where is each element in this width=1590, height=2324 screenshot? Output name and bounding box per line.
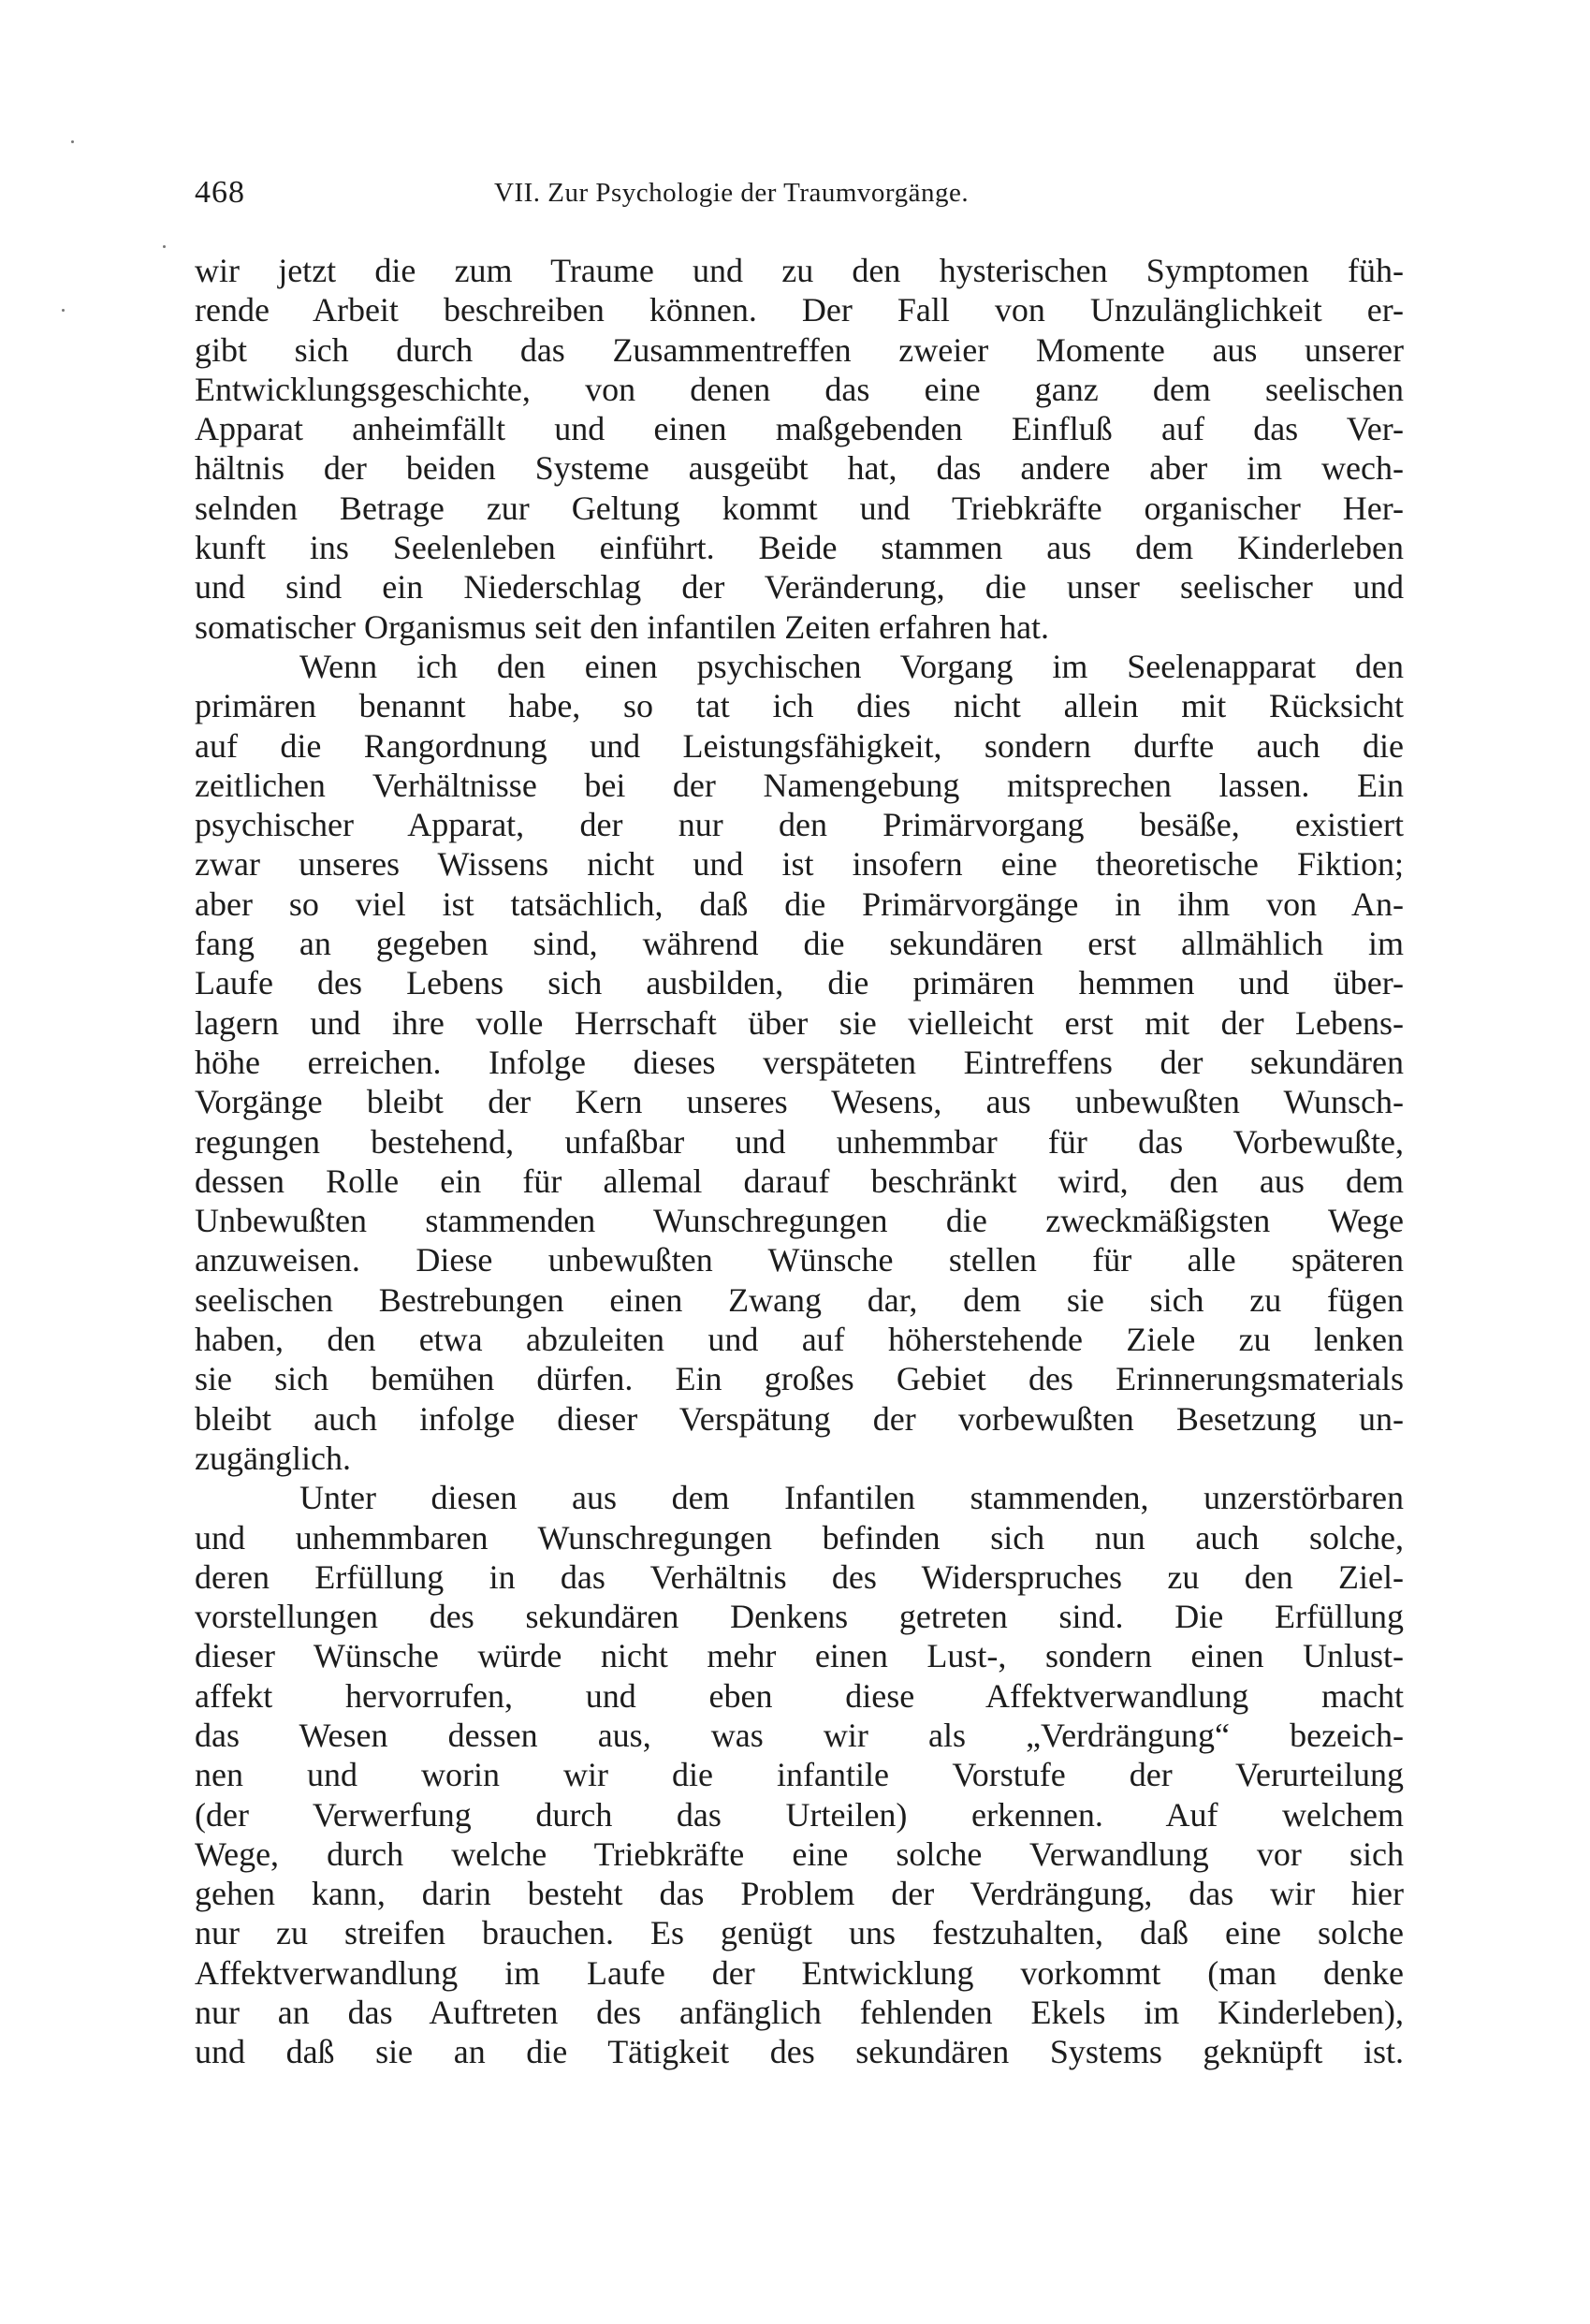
text-line: gibt sich durch das Zusammentreffen zweier Momente aus unserer (195, 330, 1404, 369)
text-line: Affektverwandlung im Laufe der Entwicklung vorkommt (man denke (195, 1953, 1404, 1992)
text-line: fang an gegeben sind, während die sekundären erst allmählich im (195, 925, 1404, 963)
text-line: sie sich bemühen dürfen. Ein großes Gebiet des Erinnerungsmaterials (195, 1360, 1404, 1398)
text-line: dieser Wünsche würde nicht mehr einen Lust-, sondern einen Unlust- (195, 1637, 1404, 1675)
text-line: und sind ein Niederschlag der Veränderung, die unser seelischer und (195, 568, 1404, 607)
text-line: und daß sie an die Tätigkeit des sekundären Systems geknüpft ist. (195, 2033, 1404, 2071)
text-line: dessen Rolle ein für allemal darauf beschränkt wird, den aus dem (195, 1162, 1404, 1200)
text-line: anzuweisen. Diese unbewußten Wünsche stellen für alle späteren (195, 1241, 1404, 1279)
body-text (195, 251, 1404, 2072)
text-line: (der Verwerfung durch das Urteilen) erkennen. Auf welchem (195, 1795, 1404, 1834)
text-line: lagern und ihre volle Herrschaft über sie vielleicht erst mit der Lebens- (195, 1003, 1404, 1042)
text-line: zeitlichen Verhältnisse bei der Namengebung mitsprechen lassen. Ein (195, 766, 1404, 804)
scan-speck (163, 245, 166, 248)
text-line: Wenn ich den einen psychischen Vorgang im Seelenapparat den (299, 647, 1404, 685)
text-line: gehen kann, darin besteht das Problem der Verdrängung, das wir hier (195, 1875, 1404, 1913)
scan-speck (62, 309, 65, 312)
text-line: das Wesen dessen aus, was wir als „Verdrängung“ bezeich- (195, 1716, 1404, 1754)
text-line: auf die Rangordnung und Leistungsfähigkeit, sondern durfte auch die (195, 726, 1404, 765)
text-line: deren Erfüllung in das Verhältnis des Widerspruches zu den Ziel- (195, 1557, 1404, 1596)
text-line: Unter diesen aus dem Infantilen stammenden, unzerstörbaren (299, 1479, 1404, 1517)
text-line: seelischen Bestrebungen einen Zwang dar, dem sie sich zu fügen (195, 1280, 1404, 1319)
page-number: 468 (195, 175, 245, 210)
text-line: Laufe des Lebens sich ausbilden, die primären hemmen und über- (195, 964, 1404, 1002)
text-line: aber so viel ist tatsächlich, daß die Primärvorgänge in ihm von An- (195, 884, 1404, 923)
text-line: rende Arbeit beschreiben können. Der Fall von Unzulänglichkeit er- (195, 291, 1404, 329)
text-line: nur an das Auftreten des anfänglich fehlenden Ekels im Kinderleben), (195, 1994, 1404, 2032)
text-line: Apparat anheimfällt und einen maßgebenden Einfluß auf das Ver- (195, 410, 1404, 448)
running-title: VII. Zur Psychologie der Traumvorgänge. (494, 178, 970, 208)
text-line: zwar unseres Wissens nicht und ist insofern eine theoretische Fiktion; (195, 845, 1404, 884)
text-line: Vorgänge bleibt der Kern unseres Wesens, aus unbewußten Wunsch- (195, 1083, 1404, 1121)
text-line: primären benannt habe, so tat ich dies nicht allein mit Rücksicht (195, 687, 1404, 725)
text-line: Wege, durch welche Triebkräfte eine solche Verwandlung vor sich (195, 1834, 1404, 1873)
text-line: wir jetzt die zum Traume und zu den hysterischen Symptomen füh- (195, 252, 1404, 289)
text-line: somatischer Organismus seit den infantilen Zeiten erfahren hat. (195, 607, 1050, 646)
text-line: haben, den etwa abzuleiten und auf höherstehende Ziele zu lenken (195, 1321, 1404, 1359)
text-line: nur zu streifen brauchen. Es genügt uns festzuhalten, daß eine solche (195, 1914, 1404, 1952)
text-line: zugänglich. (195, 1439, 351, 1477)
text-line: regungen bestehend, unfaßbar und unhemmbar für das Vorbewußte, (195, 1122, 1404, 1161)
text-line: selnden Betrage zur Geltung kommt und Triebkräfte organischer Her- (195, 489, 1404, 527)
text-line: nen und worin wir die infantile Vorstufe der Verurteilung (195, 1756, 1404, 1794)
text-line: psychischer Apparat, der nur den Primärvorgang besäße, existiert (195, 806, 1404, 844)
text-line: Unbewußten stammenden Wunschregungen die zweckmäßigsten Wege (195, 1202, 1404, 1240)
text-line: Entwicklungsgeschichte, von denen das eine ganz dem seelischen (195, 370, 1404, 408)
text-line: kunft ins Seelenleben einführt. Beide stammen aus dem Kinderleben (195, 529, 1404, 567)
page-header (195, 172, 1393, 213)
text-line: hältnis der beiden Systeme ausgeübt hat, das andere aber im wech- (195, 449, 1404, 488)
scan-speck (71, 140, 74, 143)
text-line: höhe erreichen. Infolge dieses verspäteten Eintreffens der sekundären (195, 1043, 1404, 1081)
text-line: vorstellungen des sekundären Denkens getreten sind. Die Erfüllung (195, 1598, 1404, 1636)
text-line: und unhemmbaren Wunschregungen befinden sich nun auch solche, (195, 1518, 1404, 1557)
text-line: bleibt auch infolge dieser Verspätung der vorbewußten Besetzung un- (195, 1399, 1404, 1438)
text-line: affekt hervorrufen, und eben diese Affektverwandlung macht (195, 1676, 1404, 1715)
